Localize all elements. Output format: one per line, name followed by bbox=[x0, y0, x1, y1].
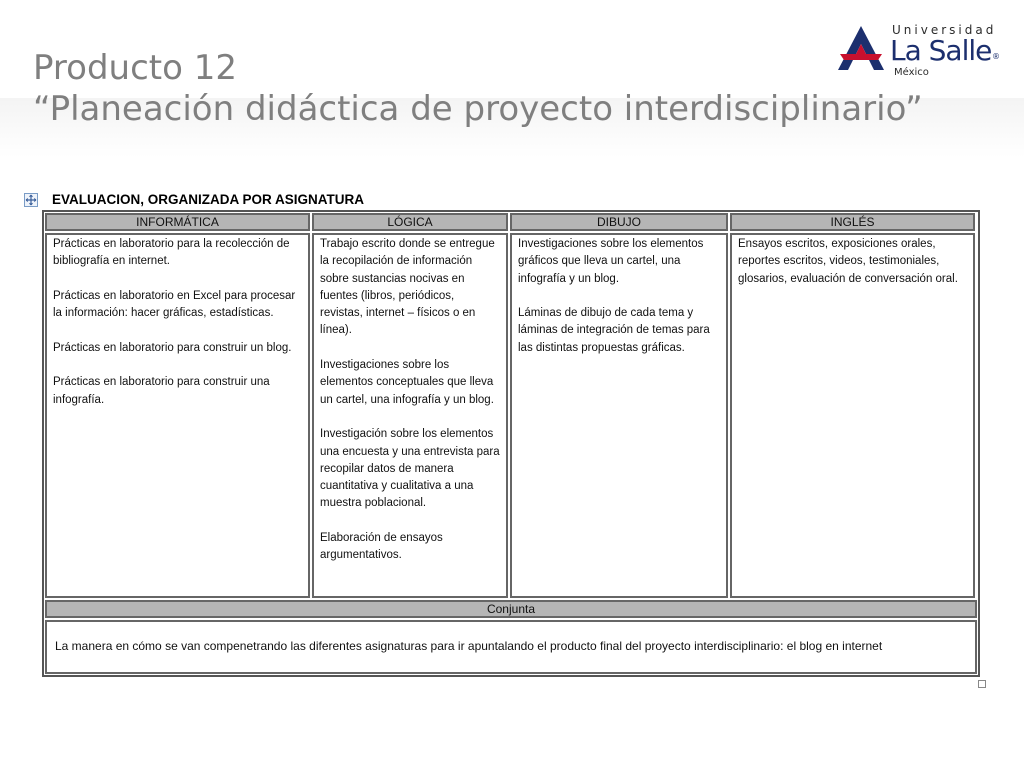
logo-country-text: México bbox=[894, 67, 929, 78]
cell-paragraph: Investigaciones sobre los elementos gráficos que lleva un cartel, una infografía y un blog. bbox=[518, 238, 704, 285]
joint-header-row bbox=[44, 599, 978, 619]
cell-dibujo bbox=[510, 233, 728, 598]
table-header-row bbox=[44, 212, 978, 232]
column-header-logica: LÓGICA bbox=[312, 213, 508, 231]
la-salle-logo bbox=[836, 20, 1001, 80]
table-move-handle-icon[interactable] bbox=[24, 193, 38, 207]
table-body-row bbox=[44, 232, 978, 599]
cell-paragraph: Elaboración de ensayos argumentativos. bbox=[320, 532, 443, 562]
cell-paragraph: Láminas de dibujo de cada tema y láminas de integración de temas para las distintas propuestas gráficas. bbox=[518, 307, 710, 354]
cell-paragraph: Prácticas en laboratorio en Excel para procesar la información: hacer gráficas, estadísticas. bbox=[53, 289, 296, 320]
cell-paragraph: Trabajo escrito donde se entregue la recopilación de información sobre sustancias nocivas en fuentes (libros, periódicos, revistas, internet – físicos o en línea). bbox=[320, 238, 495, 337]
column-header-dibujo: DIBUJO bbox=[510, 213, 728, 231]
slide-title bbox=[33, 48, 923, 130]
logo-registered-mark: ® bbox=[992, 52, 1000, 61]
cell-informatica bbox=[45, 233, 310, 598]
evaluation-table bbox=[42, 210, 980, 677]
cell-logica bbox=[312, 233, 508, 598]
cell-paragraph: Prácticas en laboratorio para construir una infografía. bbox=[53, 376, 270, 406]
cell-paragraph: Investigaciones sobre los elementos conceptuales que lleva un cartel, una infografía y un blog. bbox=[320, 359, 494, 406]
column-header-ingles: INGLÉS bbox=[730, 213, 975, 231]
la-salle-emblem-icon bbox=[836, 24, 886, 74]
logo-university-text: Universidad bbox=[892, 23, 997, 37]
cell-paragraph: Investigación sobre los elementos una encuesta y una entrevista para recopilar datos de manera cuantitativa y cualitativa a una muestra poblacional. bbox=[320, 428, 500, 510]
cell-paragraph: Prácticas en laboratorio para la recolección de bibliografía en internet. bbox=[53, 238, 290, 268]
cell-ingles bbox=[730, 233, 975, 598]
slide-title-line2: “Planeación didáctica de proyecto interdisciplinario” bbox=[33, 89, 923, 129]
slide-title-line1: Producto 12 bbox=[33, 48, 237, 88]
cell-paragraph: Prácticas en laboratorio para construir un blog. bbox=[53, 341, 292, 354]
joint-text: La manera en cómo se van compenetrando las diferentes asignaturas para ir apuntalando el producto final del proyecto interdisciplinario: el blog en internet bbox=[45, 620, 977, 674]
joint-body-row bbox=[44, 619, 978, 675]
logo-name-text: La Salle bbox=[890, 34, 992, 67]
table-resize-handle[interactable] bbox=[978, 680, 986, 688]
embedded-document bbox=[24, 190, 988, 690]
column-header-informatica: INFORMÁTICA bbox=[45, 213, 310, 231]
cell-paragraph: Ensayos escritos, exposiciones orales, reportes escritos, videos, testimoniales, glosarios, evaluación de conversación oral. bbox=[738, 238, 958, 285]
joint-header: Conjunta bbox=[45, 600, 977, 618]
evaluation-heading: EVALUACION, ORGANIZADA POR ASIGNATURA bbox=[52, 192, 364, 207]
